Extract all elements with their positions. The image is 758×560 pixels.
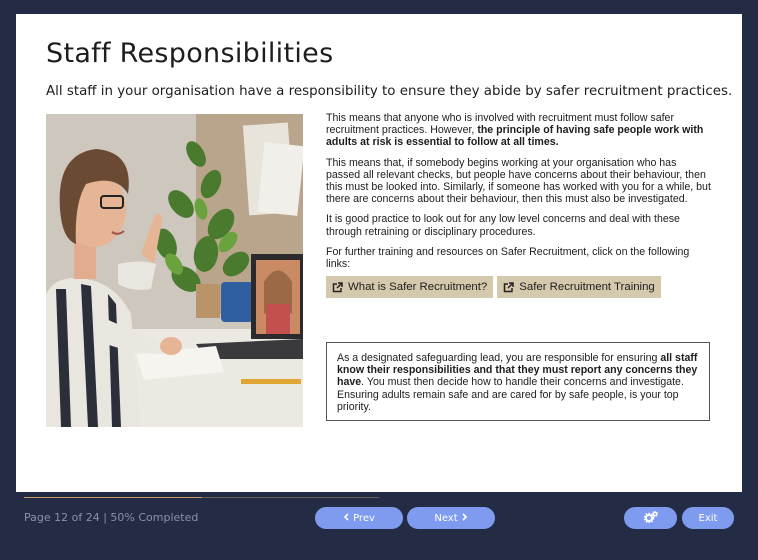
callout-text-start: As a designated safeguarding lead, you are responsible for ensuring — [337, 352, 661, 364]
prev-label: Prev — [353, 512, 375, 524]
content-card — [16, 14, 742, 492]
exit-button[interactable] — [682, 507, 734, 529]
safer-recruitment-training-link[interactable] — [497, 276, 660, 298]
woman-video-call-photo — [46, 114, 303, 427]
progress-bar — [24, 497, 379, 498]
paragraph-1-emphasis: the principle of having safe people work with adults at risk is essential to follow at all times. — [326, 124, 704, 149]
resource-links — [326, 276, 712, 298]
link-label: Safer Recruitment Training — [519, 281, 655, 294]
chevron-right-icon — [462, 513, 468, 524]
body-text — [326, 112, 712, 298]
external-link-icon — [503, 282, 514, 293]
prev-button[interactable] — [315, 507, 403, 529]
exit-label: Exit — [698, 512, 718, 524]
callout-emphasis: all staff know their responsibilities and that they must report any concerns they have — [337, 352, 698, 389]
paragraph-1-text: This means that anyone who is involved with recruitment must follow safer recruitment practices. However, — [326, 112, 674, 137]
next-label: Next — [434, 512, 458, 524]
safeguarding-callout — [326, 342, 710, 421]
callout-text-end: . You must then decide how to handle their concerns and investigate. Ensuring adults remain safe and are cared for by safe people, is your top priority. — [337, 376, 684, 413]
external-link-icon — [332, 282, 343, 293]
page-info: Page 12 of 24 | 50% Completed — [24, 511, 199, 524]
paragraph-4: For further training and resources on Safer Recruitment, click on the following links: — [326, 245, 690, 271]
link-label: What is Safer Recruitment? — [348, 281, 488, 294]
next-button[interactable] — [407, 507, 495, 529]
chevron-left-icon — [343, 513, 349, 524]
settings-button[interactable] — [624, 507, 677, 529]
page-title: Staff Responsibilities — [46, 38, 334, 69]
progress-fill — [24, 497, 202, 498]
paragraph-3: It is good practice to look out for any low level concerns and deal with these through retraining or disciplinary procedures. — [326, 213, 680, 238]
what-is-safer-recruitment-link[interactable] — [326, 276, 493, 298]
paragraph-2: This means that, if somebody begins working at your organisation who has passed all relevant checks, but people have concerns about their behaviour, then this must be looked into. Similarly, if someone has worked with you for a while, but there are concerns about their behaviour, then this must also be investigated. — [326, 156, 711, 206]
gears-icon — [644, 511, 658, 526]
page-subtitle: All staff in your organisation have a responsibility to ensure they abide by safer recruitment practices. — [46, 84, 733, 99]
paragraph-1 — [326, 112, 712, 149]
